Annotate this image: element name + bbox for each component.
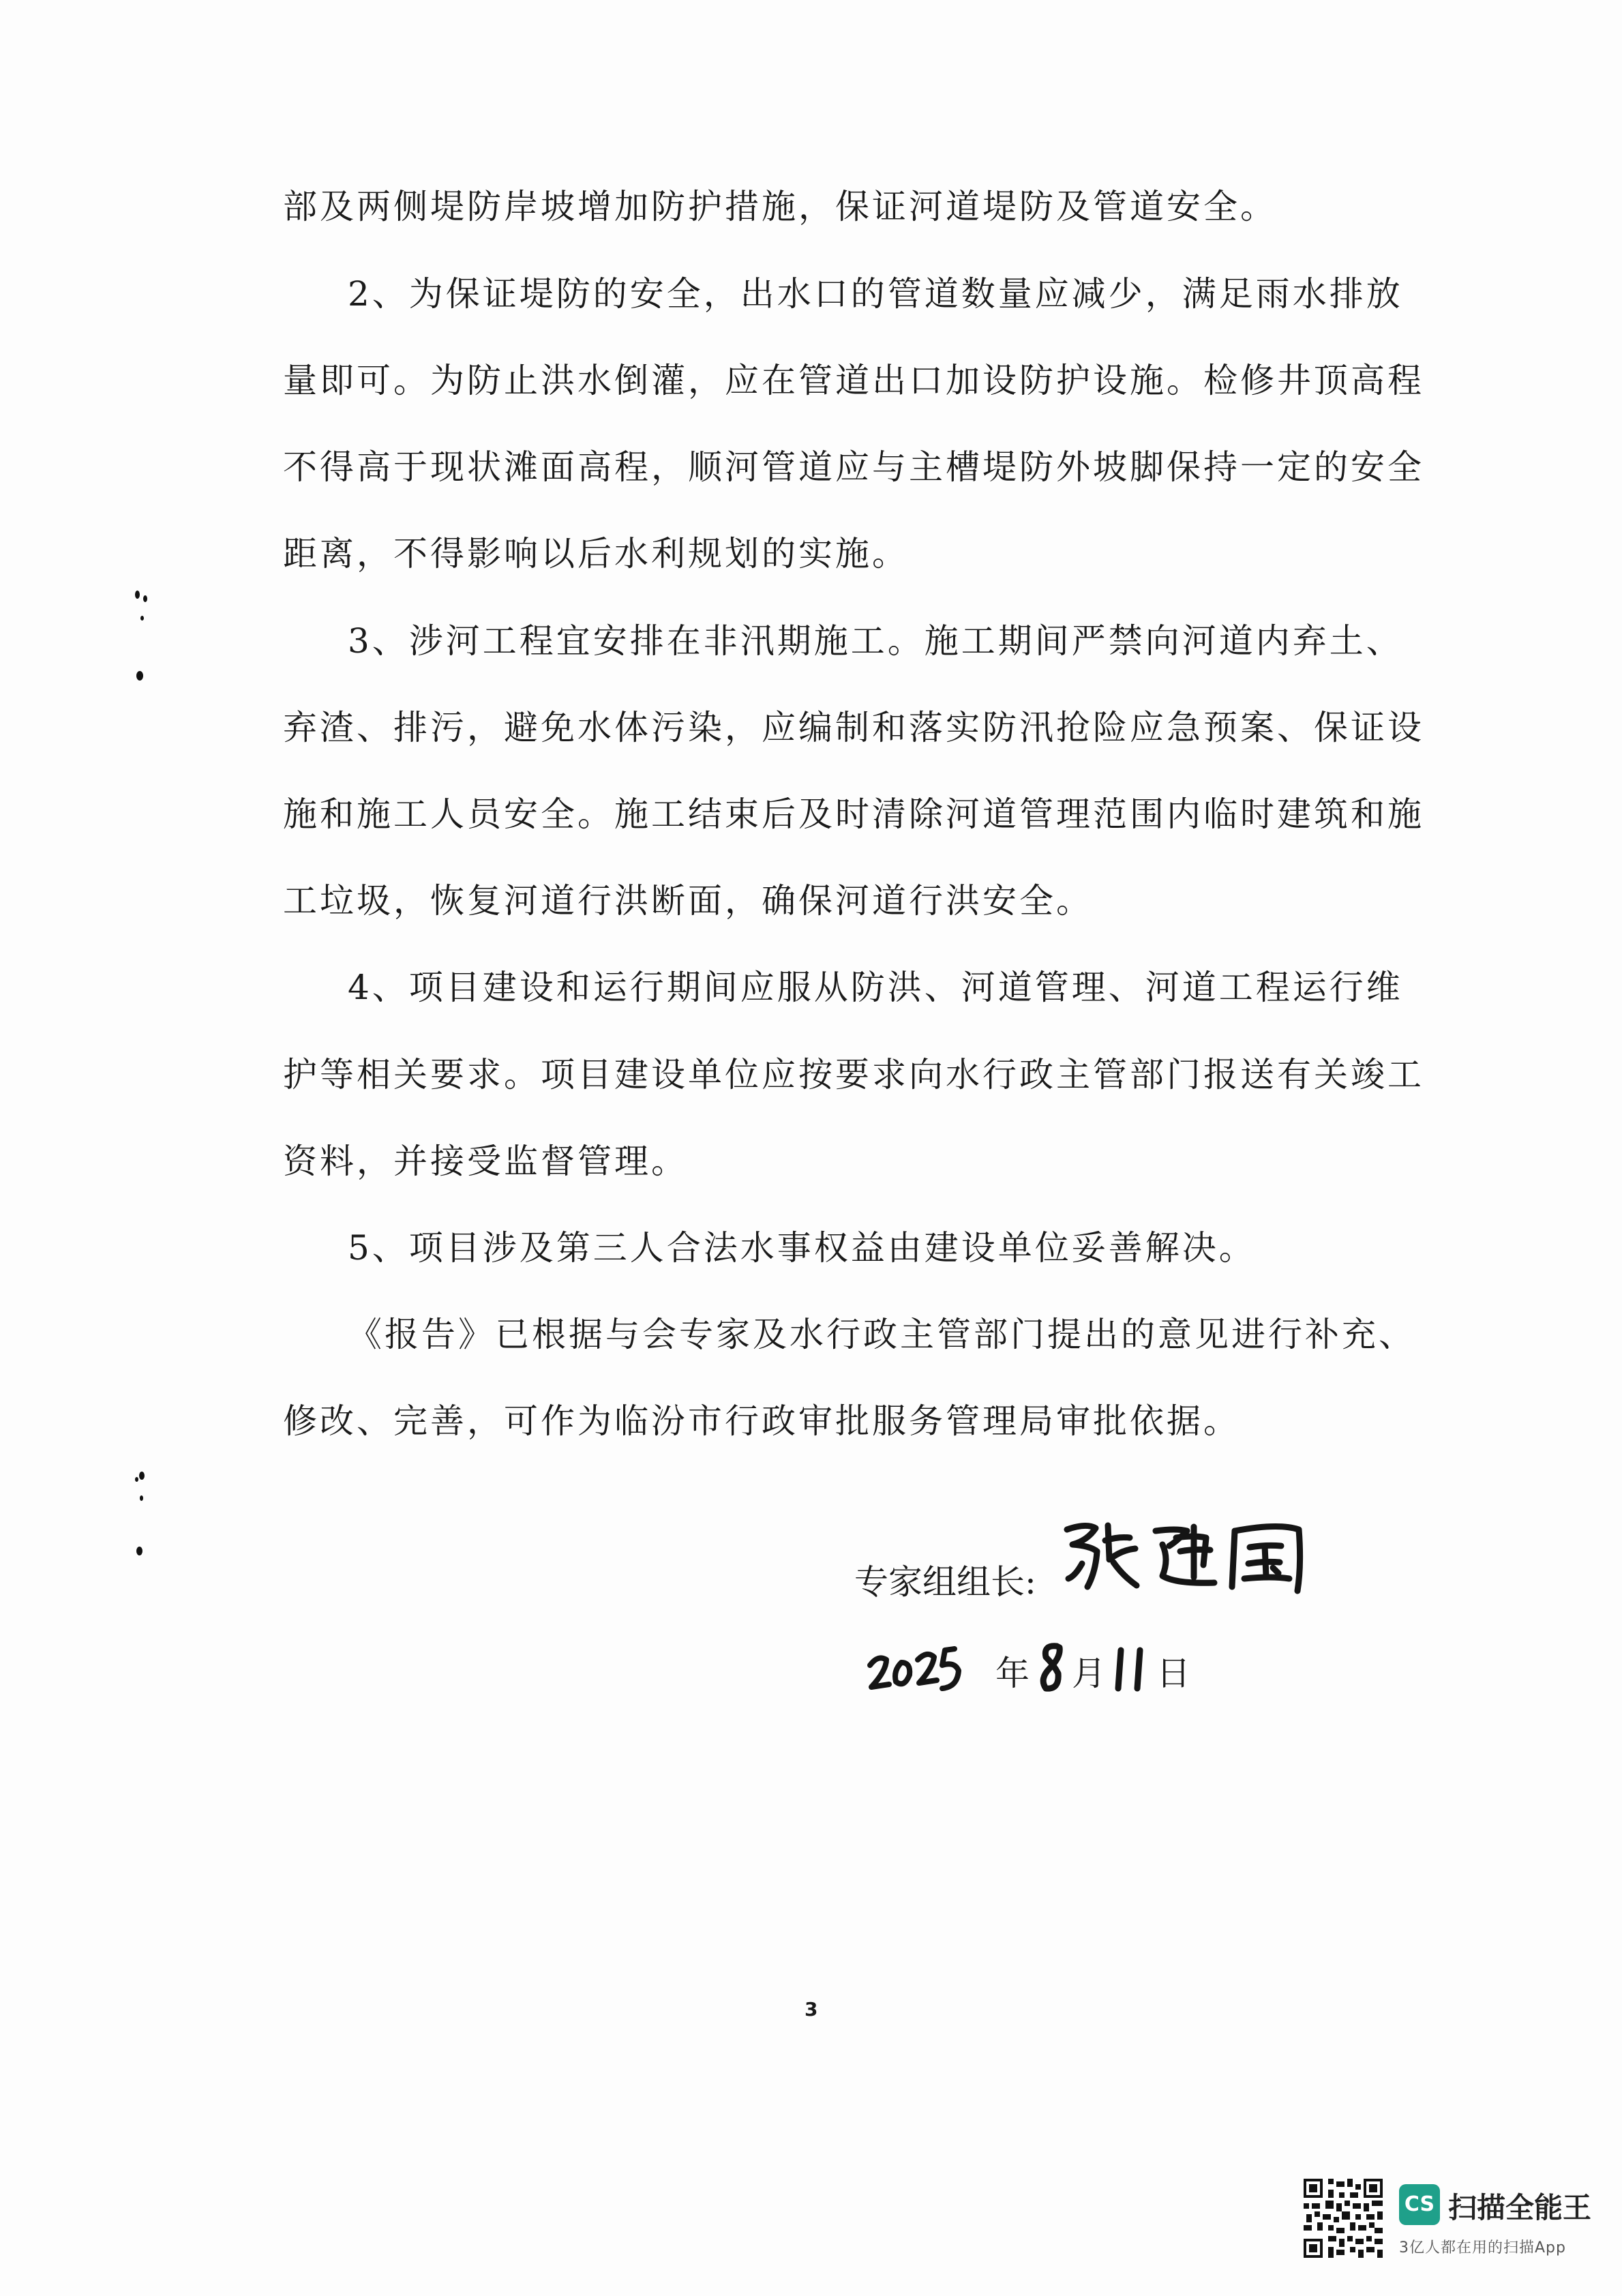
margin-mark xyxy=(140,1495,143,1501)
margin-mark xyxy=(140,616,144,621)
text-line-12: 资料，并接受监督管理。 xyxy=(283,1142,688,1181)
scanner-watermark xyxy=(1304,2179,1604,2267)
text-line-7: 弃渣、排污，避免水体污染，应编制和落实防汛抢险应急预案、保证设 xyxy=(283,708,1424,747)
text-line-5: 距离，不得影响以后水利规划的实施。 xyxy=(283,534,909,573)
margin-mark xyxy=(135,591,140,599)
text-line-14: 《报告》已根据与会专家及水行政主管部门提出的意见进行补充、 xyxy=(348,1315,1415,1354)
handwritten-signature xyxy=(1060,1510,1319,1599)
text-line-15: 修改、完善，可作为临汾市行政审批服务管理局审批依据。 xyxy=(283,1401,1240,1441)
text-line-10: 4、项目建设和运行期间应服从防洪、河道管理、河道工程运行维 xyxy=(348,968,1403,1007)
day-suffix: 日 xyxy=(1156,1654,1190,1693)
text-line-13: 5、项目涉及第三人合法水事权益由建设单位妥善解决。 xyxy=(348,1228,1256,1268)
month-suffix: 月 xyxy=(1072,1654,1106,1693)
margin-mark xyxy=(136,1547,142,1555)
text-line-11: 护等相关要求。项目建设单位应按要求向水行政主管部门报送有关竣工 xyxy=(283,1055,1424,1094)
margin-mark xyxy=(135,1477,138,1482)
handwritten-day xyxy=(1109,1630,1156,1705)
text-line-3: 量即可。为防止洪水倒灌，应在管道出口加设防护设施。检修井顶高程 xyxy=(283,361,1424,400)
text-line-2: 2、为保证堤防的安全，出水口的管道数量应减少，满足雨水排放 xyxy=(348,274,1403,314)
text-line-4: 不得高于现状滩面高程，顺河管道应与主槽堤防外坡脚保持一定的安全 xyxy=(283,447,1424,487)
text-line-1: 部及两侧堤防岸坡增加防护措施，保证河道堤防及管道安全。 xyxy=(283,187,1277,226)
qr-code-icon xyxy=(1304,2179,1383,2258)
margin-mark xyxy=(143,595,147,602)
app-name: 扫描全能王 xyxy=(1448,2191,1592,2224)
text-line-9: 工垃圾，恢复河道行洪断面，确保河道行洪安全。 xyxy=(283,881,1093,921)
handwritten-month xyxy=(1034,1630,1070,1705)
signature-date xyxy=(866,1630,1248,1705)
text-line-8: 施和施工人员安全。施工结束后及时清除河道管理范围内临时建筑和施 xyxy=(283,794,1424,834)
camscanner-logo: CS xyxy=(1399,2184,1440,2225)
handwritten-year xyxy=(866,1630,968,1705)
year-suffix: 年 xyxy=(995,1654,1030,1693)
text-line-6: 3、涉河工程宜安排在非汛期施工。施工期间严禁向河道内弃土、 xyxy=(348,621,1403,661)
signature-label: 专家组组长: xyxy=(854,1562,1036,1602)
margin-mark xyxy=(139,1472,145,1480)
margin-mark xyxy=(136,671,143,681)
page-number: 3 xyxy=(805,1998,818,2021)
app-slogan: 3亿人都在用的扫描App xyxy=(1399,2239,1566,2256)
